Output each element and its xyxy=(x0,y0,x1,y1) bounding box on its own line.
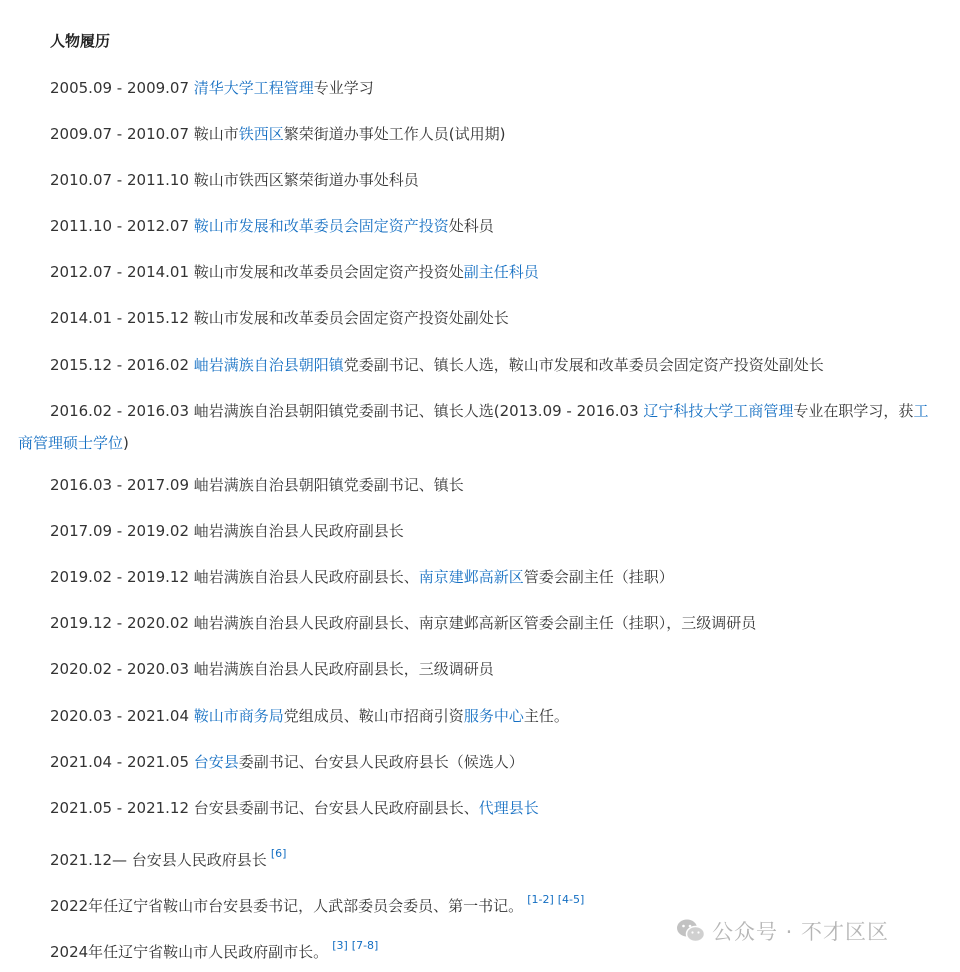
entry-text: 繁荣街道办事处工作人员(试用期) xyxy=(283,125,506,143)
entry-text: 党组成员、鞍山市招商引资 xyxy=(283,707,464,725)
career-entry xyxy=(50,164,940,196)
career-entry xyxy=(50,746,940,778)
entry-text: 2010.07 - 2011.10 鞍山市铁西区繁荣街道办事处科员 xyxy=(50,171,419,189)
entry-text: 2021.12— 台安县人民政府县长 xyxy=(50,851,267,869)
career-entry xyxy=(50,469,940,501)
career-entry xyxy=(18,395,938,459)
entry-text: 2019.02 - 2019.12 岫岩满族自治县人民政府副县长、 xyxy=(50,568,419,586)
career-entry xyxy=(50,792,940,824)
entity-link[interactable]: 清华大学工程管理 xyxy=(193,79,314,97)
entry-text: 2016.03 - 2017.09 岫岩满族自治县朝阳镇党委副书记、镇长 xyxy=(50,476,464,494)
entry-text: 专业在职学习，获 xyxy=(793,402,914,420)
entity-link[interactable]: 南京建邺高新区 xyxy=(418,568,524,586)
entity-link[interactable]: 鞍山市发展和改革委员会固定资产投资 xyxy=(193,217,449,235)
entry-text: 2019.12 - 2020.02 岫岩满族自治县人民政府副县长、南京建邺高新区管委会副主任（挂职），三级调研员 xyxy=(50,614,757,632)
entry-text: 2012.07 - 2014.01 鞍山市发展和改革委员会固定资产投资处 xyxy=(50,263,464,281)
watermark-text: 公众号 · 不才区区 xyxy=(712,920,890,944)
citation-link[interactable]: [6] xyxy=(270,847,287,860)
entry-text: 2024年任辽宁省鞍山市人民政府副市长。 xyxy=(50,943,329,961)
career-entry xyxy=(50,838,940,876)
entity-link[interactable]: 台安县 xyxy=(193,753,239,771)
entity-link[interactable]: 鞍山市商务局 xyxy=(193,707,284,725)
citation-link[interactable]: [1-2] xyxy=(527,893,554,906)
entity-link[interactable]: 辽宁科技大学工商管理 xyxy=(643,402,794,420)
entry-text: 2009.07 - 2010.07 鞍山市 xyxy=(50,125,239,143)
citation-refs xyxy=(527,893,588,906)
entry-text: 党委副书记、镇长人选，鞍山市发展和改革委员会固定资产投资处副处长 xyxy=(343,356,824,374)
career-entry xyxy=(50,118,940,150)
citation-link[interactable]: [4-5] xyxy=(557,893,585,906)
entry-text: 2021.05 - 2021.12 台安县委副书记、台安县人民政府副县长、 xyxy=(50,799,479,817)
entry-text: 2016.02 - 2016.03 岫岩满族自治县朝阳镇党委副书记、镇长人选(2013.09 - 2016.03 xyxy=(50,402,644,420)
entry-text: 专业学习 xyxy=(313,79,374,97)
career-entry xyxy=(50,607,940,639)
career-entry xyxy=(50,515,940,547)
citation-refs xyxy=(271,847,291,860)
entity-link[interactable]: 副主任科员 xyxy=(463,263,539,281)
entry-text: 委副书记、台安县人民政府县长（候选人） xyxy=(238,753,524,771)
career-entry xyxy=(50,302,940,334)
entity-link[interactable]: 服务中心 xyxy=(463,707,524,725)
entry-text: 2021.04 - 2021.05 xyxy=(50,753,194,771)
section-title: 人物履历 xyxy=(50,32,111,50)
entry-text: 2022年任辽宁省鞍山市台安县委书记，人武部委员会委员、第一书记。 xyxy=(50,897,524,915)
watermark xyxy=(676,916,889,946)
entry-text: 2017.09 - 2019.02 岫岩满族自治县人民政府副县长 xyxy=(50,522,404,540)
entry-text: ) xyxy=(123,434,129,452)
career-entry xyxy=(50,349,940,381)
entry-text: 2011.10 - 2012.07 xyxy=(50,217,194,235)
entity-link[interactable]: 岫岩满族自治县朝阳镇 xyxy=(193,356,344,374)
entry-text: 2015.12 - 2016.02 xyxy=(50,356,194,374)
entry-text: 管委会副主任（挂职） xyxy=(523,568,674,586)
entry-text: 处科员 xyxy=(448,217,494,235)
entry-text: 2005.09 - 2009.07 xyxy=(50,79,194,97)
entry-text: 主任。 xyxy=(523,707,569,725)
entity-link[interactable]: 工商管理硕士学位 xyxy=(18,402,929,452)
career-entry xyxy=(50,653,940,685)
citation-refs xyxy=(332,939,382,952)
entry-text: 2020.02 - 2020.03 岫岩满族自治县人民政府副县长，三级调研员 xyxy=(50,660,494,678)
citation-link[interactable]: [3] xyxy=(332,939,348,952)
entry-text: 2020.03 - 2021.04 xyxy=(50,707,194,725)
career-entry xyxy=(50,72,940,104)
citation-link[interactable]: [7-8] xyxy=(351,939,379,952)
wechat-icon xyxy=(676,918,706,944)
career-entry xyxy=(50,256,940,288)
entity-link[interactable]: 代理县长 xyxy=(478,799,539,817)
career-entry xyxy=(50,700,940,732)
entity-link[interactable]: 铁西区 xyxy=(238,125,284,143)
career-entry xyxy=(50,210,940,242)
entry-text: 2014.01 - 2015.12 鞍山市发展和改革委员会固定资产投资处副处长 xyxy=(50,309,509,327)
career-entry xyxy=(50,561,940,593)
